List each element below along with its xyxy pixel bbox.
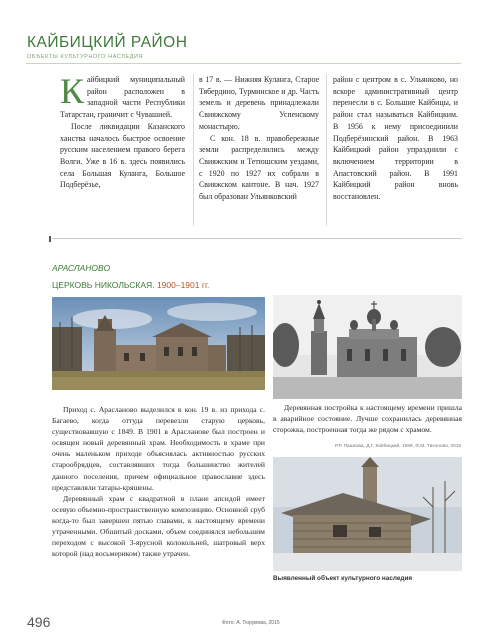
intro-paragraph: в 17 в. — Нижняя Куланга, Старое Тябердино, Турминское и др. Часть земель и деревень принадлежали Свияжскому Успенскому монастырю. — [199, 75, 319, 131]
page-number: 496 — [27, 614, 51, 630]
hut-photo-image — [273, 457, 462, 571]
column-divider — [193, 74, 194, 226]
hut-photo — [273, 457, 462, 571]
intro-column-1 — [60, 71, 185, 191]
section-subtitle: ОБЪЕКТЫ КУЛЬТУРНОГО НАСЛЕДИЯ — [27, 54, 144, 60]
section-divider — [52, 238, 462, 239]
intro-column-2 — [199, 74, 319, 203]
district-title: КАЙБИЦКИЙ РАЙОН — [27, 34, 188, 51]
church-photo-archival — [273, 295, 462, 399]
body-text-left — [52, 404, 265, 559]
church-dates: 1900–1901 гг. — [156, 280, 210, 290]
village-name: АРАСЛАНОВО — [52, 263, 111, 273]
body-paragraph: Деревянная постройка к настоящему времени пришла в аварийное состояние. Лучше сохранилась деревянная сторожка, построенная тогда же рядом с храмом. — [273, 403, 462, 435]
church-heading — [52, 280, 209, 290]
photo-credit: Фото: А. Тюрумова, 2015 — [222, 620, 280, 626]
drop-cap: К — [60, 71, 85, 111]
body-text-right — [273, 402, 462, 435]
divider-mark — [49, 236, 51, 242]
church-photo-color — [52, 297, 265, 390]
church-photo-image — [52, 297, 265, 390]
title-divider — [26, 63, 461, 64]
body-paragraph: Приход с. Арасланово выделился в кон. 19 в. из прихода с. Багаево, когда оттуда перевезли старую церковь, существовавшую с 1849. В 1901 в Арасланове был построен и освящен новый деревянный храм. Необходимость в храме при очень маленьком приходе объяснялась активностью русских старообрядцев, составлявших тогда большинство жителей данного поселения, причем официальное православие здесь представляли татары-кряшены. — [52, 405, 265, 492]
intro-paragraph: айбицкий муниципальный район расположен в западной части Республики Татарстан, граничит с Чувашией. — [60, 75, 185, 120]
intro-paragraph: С кон. 18 в. правобережные земли распределились между Свияжским и Тетюшским уездами, с 1920 по 1927 их собрали в Свияжском кантоне. В нач. 1927 был образован Ульянковский — [199, 133, 319, 202]
archival-photo-image — [273, 295, 462, 399]
archive-caption: Р.Р. Пашкова, Д.Г. Кайбицкий, 1999, Ф.М. Тихонова, 2018 — [335, 444, 462, 449]
body-paragraph: Деревянный храм с квадратной в плане апсидой имеет осевую объемно-пространственную композицию. Основной сруб когда-то был завершен пятью главами, к настоящему времени утраченными. Обшитый досками, объем соединялся небольшим переходом с высокой 3-ярусной колокольней, шатровый верх которой (над восьмериком) также утрачен. — [52, 493, 265, 559]
church-name: ЦЕРКОВЬ НИКОЛЬСКАЯ. — [52, 280, 155, 290]
intro-column-3 — [333, 74, 458, 203]
intro-paragraph: После ликвидации Казанского ханства началось быстрое освоение русским населением правого берега Волги. Уже в 16 в. здесь появились села Большая Куланга, Большое Подберёзье, — [60, 121, 185, 190]
column-divider — [326, 74, 327, 226]
intro-paragraph: район с центром в с. Ульянково, но вскоре административный центр перенесли в с. Большие Кайбицы, и район стал называться Кайбицким. В 1956 к нему присоединили Подберёзинский район. В 1963 Кайбицкий район упразднили с включением территории в Апастовский район. В 1991 Кайбицкий район вновь восстановлен. — [333, 75, 458, 202]
heritage-badge: Выявленный объект культурного наследия — [273, 575, 413, 582]
